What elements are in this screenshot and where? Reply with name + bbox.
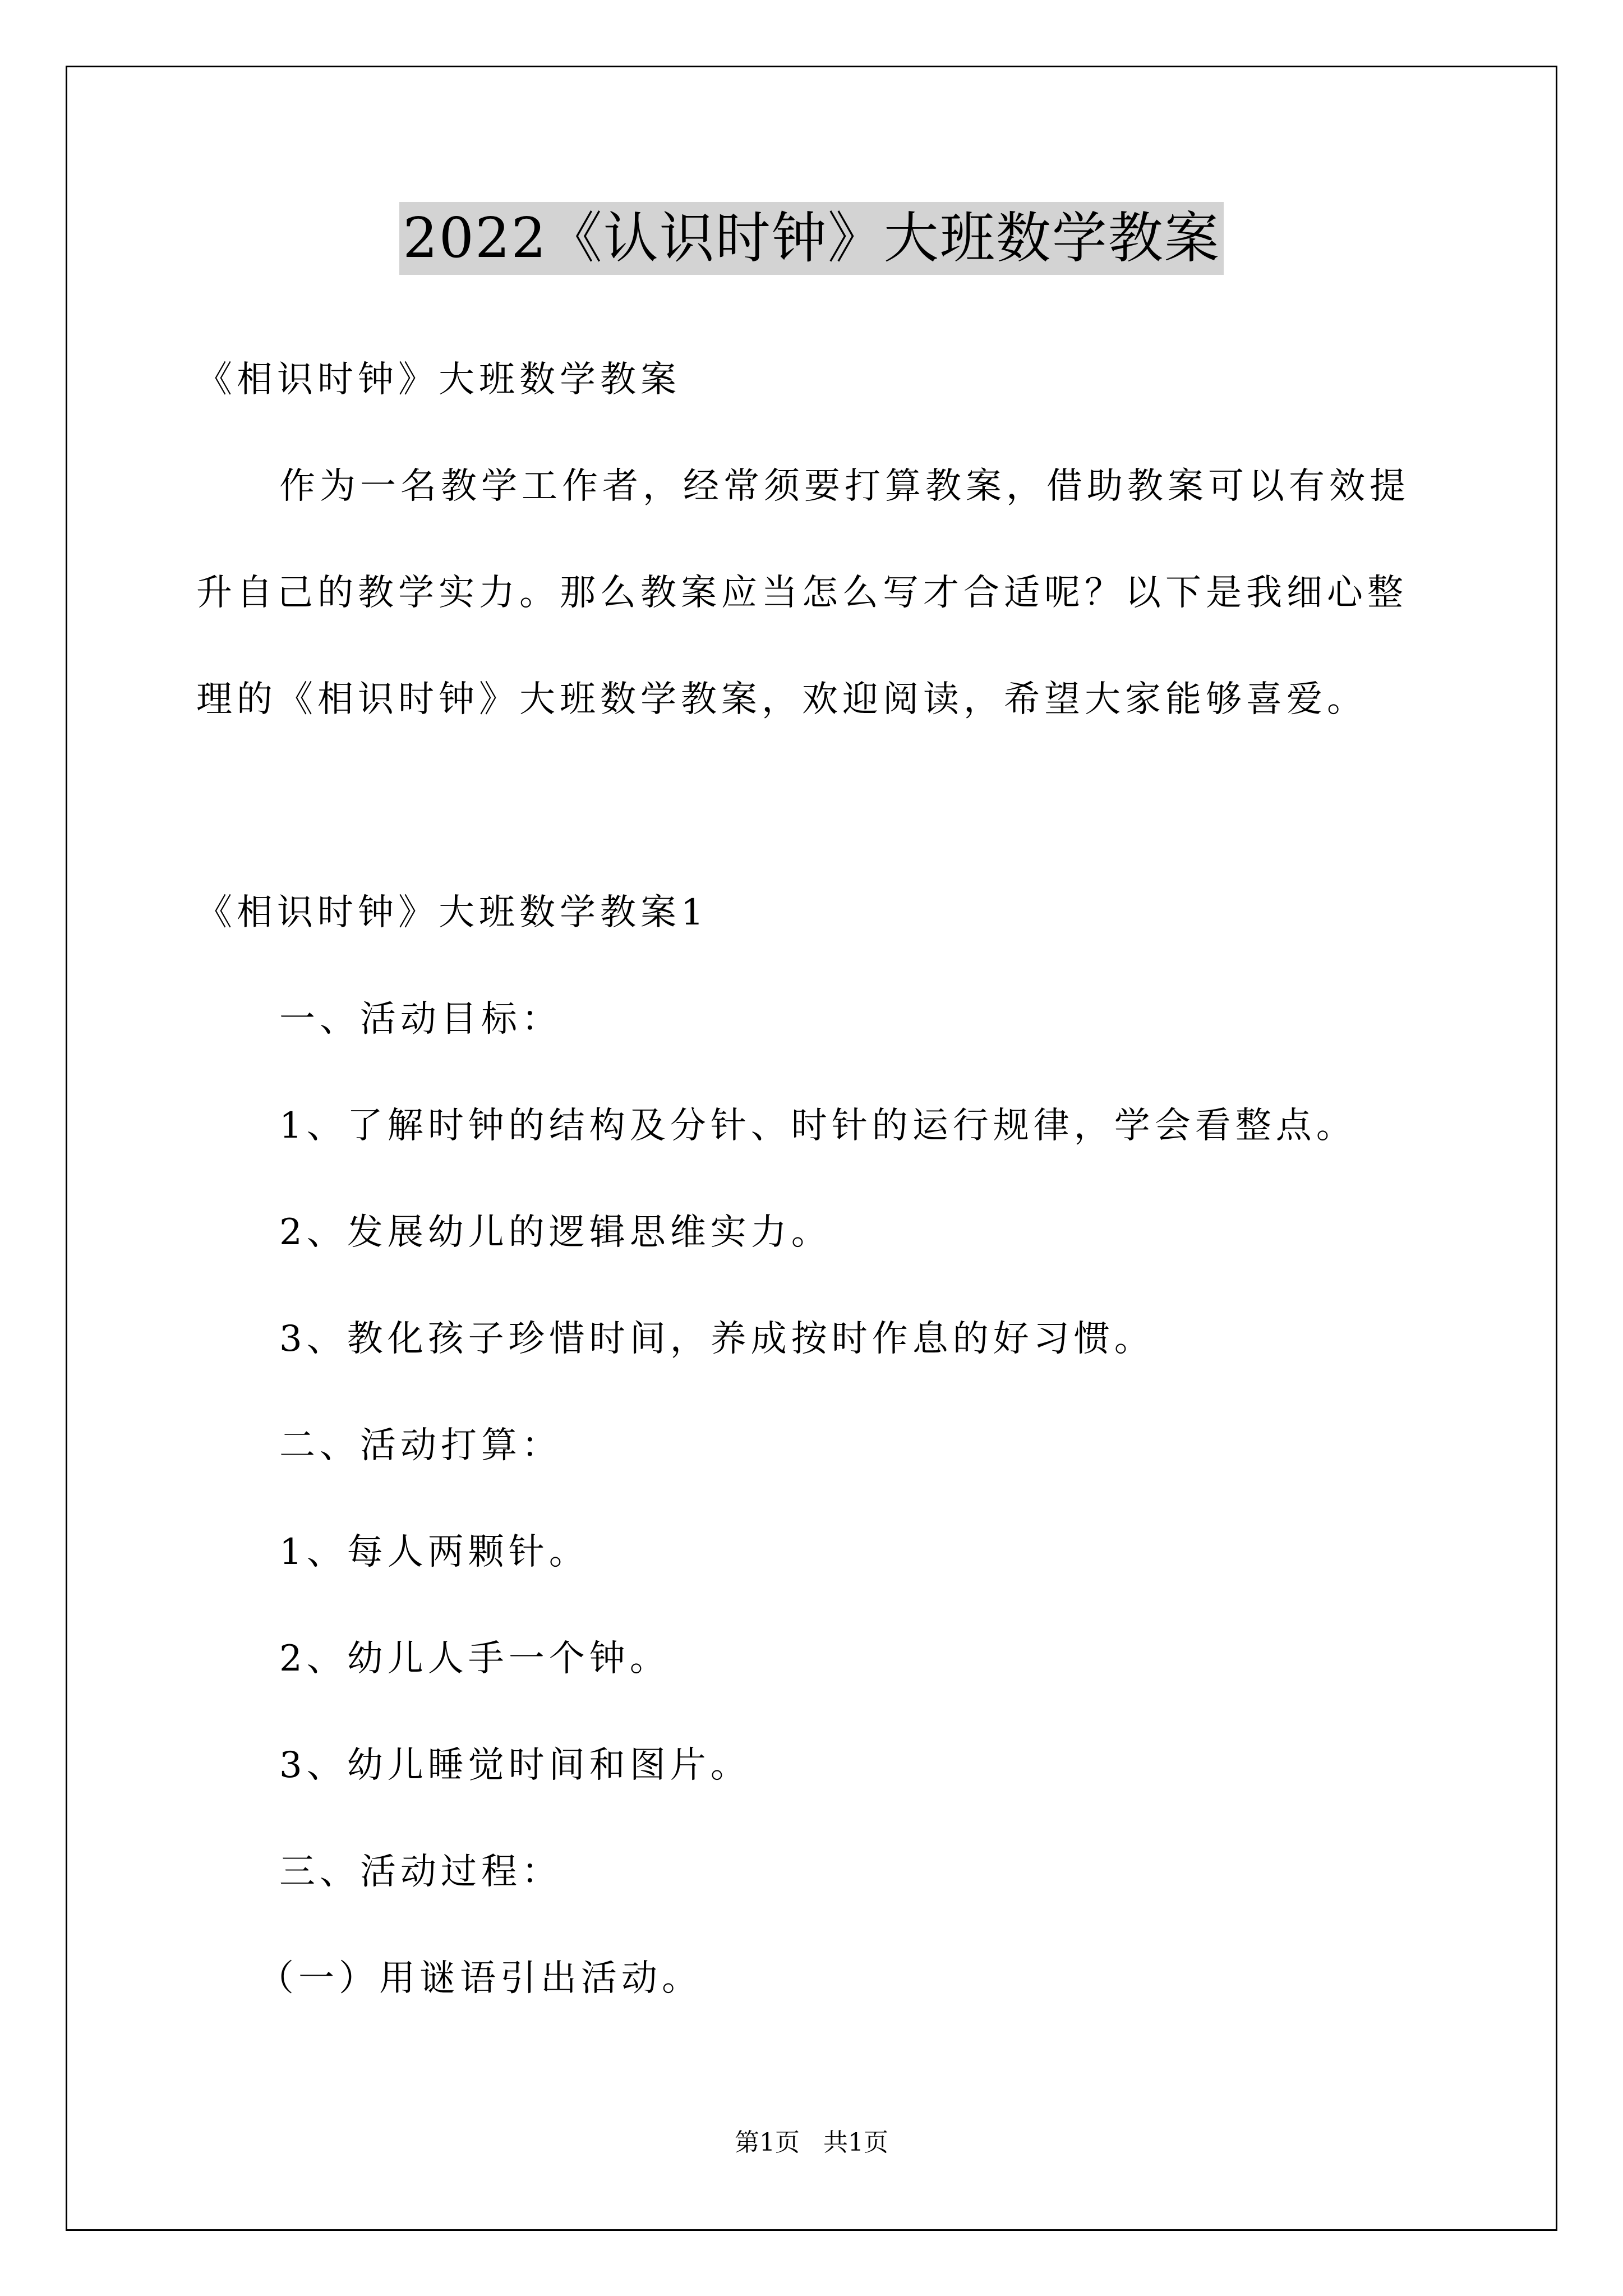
list-item: 3、教化孩子珍惜时间，养成按时作息的好习惯。 bbox=[279, 1318, 1155, 1360]
list-item: 2、幼儿人手一个钟。 bbox=[279, 1638, 670, 1680]
list-item: 3、幼儿睡觉时间和图片。 bbox=[279, 1745, 751, 1786]
document-title: 2022《认识时钟》大班数学教案 bbox=[399, 202, 1223, 275]
list-item: （一）用谜语引出活动。 bbox=[258, 1958, 702, 1999]
intro-line-3: 理的《相识时钟》大班数学教案，欢迎阅读，希望大家能够喜爱。 bbox=[196, 679, 1367, 720]
intro-line-2: 升自己的教学实力。那么教案应当怎么写才合适呢？以下是我细心整 bbox=[196, 572, 1408, 614]
list-item: 1、了解时钟的结构及分针、时针的运行规律，学会看整点。 bbox=[279, 1105, 1357, 1147]
list-item: 2、发展幼儿的逻辑思维实力。 bbox=[279, 1212, 832, 1253]
title-container bbox=[0, 202, 1623, 275]
list-item: 一、活动目标： bbox=[279, 999, 562, 1040]
list-item: 二、活动打算： bbox=[279, 1425, 562, 1466]
list-item: 1、每人两颗针。 bbox=[279, 1531, 589, 1573]
intro-line-1: 作为一名教学工作者，经常须要打算教案，借助教案可以有效提 bbox=[279, 466, 1410, 507]
page-footer: 第1页 共1页 bbox=[735, 2128, 888, 2157]
section-title: 《相识时钟》大班数学教案1 bbox=[196, 892, 708, 933]
list-item: 三、活动过程： bbox=[279, 1851, 562, 1893]
subtitle: 《相识时钟》大班数学教案 bbox=[196, 359, 681, 401]
